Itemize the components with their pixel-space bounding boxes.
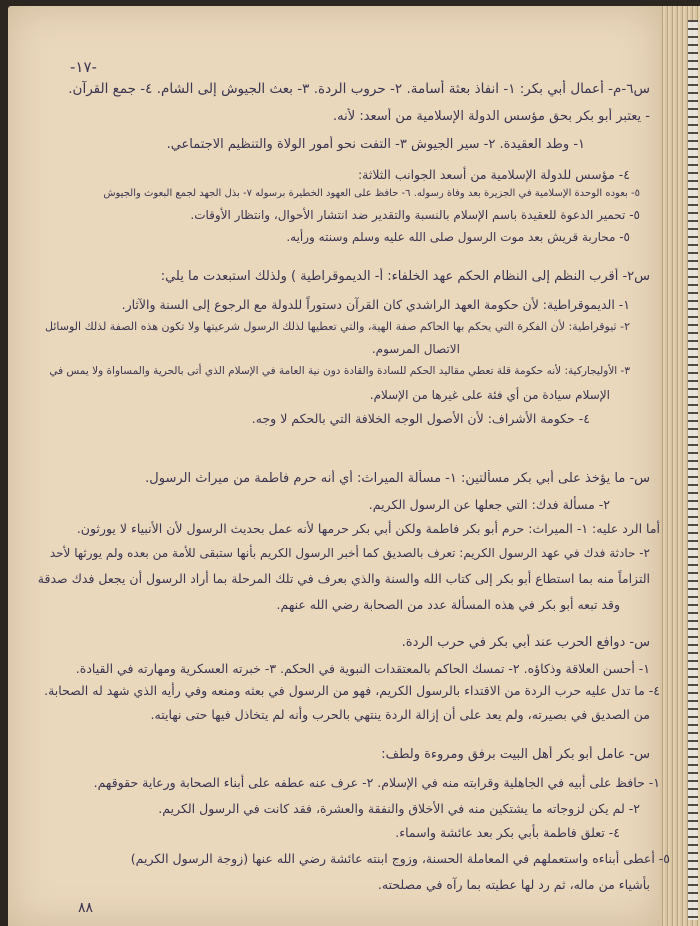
text-line: ٥- أعطى أبناءه واستعملهم في المعاملة الحسنة، وزوج ابنته عائشة رضي الله عنها (زوجة الرسول الكريم) (130, 851, 670, 866)
measure-scale (688, 20, 698, 920)
text-line: ٤- مؤسس للدولة الإسلامية من أسعد الجوانب الثلاثة: (357, 167, 630, 182)
text-line: ١- أحسن العلاقة وذكاؤه. ٢- تمسك الحاكم بالمعتقدات النبوية في الحكم. ٣- خبرته العسكرية ومهارته في القيادة. (75, 661, 650, 676)
text-line: الاتصال المرسوم. (371, 342, 460, 356)
text-line: ٢- ثيوقراطية: لأن الفكرة التي يحكم بها الحاكم صفة الهية، والتي تعطيها لذلك الرسول شرعيتها ولا تكون هذه الصفة لذلك الوسائل (45, 320, 630, 333)
text-line: وقد تبعه أبو بكر في هذه المسألة عدد من الصحابة رضي الله عنهم. (276, 597, 620, 612)
text-line: س٦-م- أعمال أبي بكر: ١- انفاذ بعثة أسامة. ٢- حروب الردة. ٣- بعث الجيوش إلى الشام. ٤- جمع القرآن. (68, 81, 650, 97)
text-line: ٣- الأوليجاركية: لأنه حكومة قلة تعطي مقاليد الحكم للسادة والقادة دون نية العامة في الإسلام الذي أتى بالحرية والمساواة ولا يمس في (49, 365, 630, 377)
text-line: ٥- بعوده الوحدة الإسلامية في الجزيرة بعد وفاة رسوله. ٦- حافظ على العهود الخطيرة برسوله ٧- بذل الجهد لجمع البعوث والجيوش (103, 188, 640, 199)
text-line: بأشياء من ماله، ثم رد لها عطيته بما رآه في مصلحته. (377, 877, 650, 892)
text-line: من الصديق في بصيرته، ولم يعد على أن إزالة الردة ينتهي بالحرب وأنه لم يتخاذل فيها حتى نهايته. (150, 707, 650, 722)
text-line: ٥- تحمير الدعوة للعقيدة باسم الإسلام بالنسبة والتقدير ضد انتشار الأحوال، وانتظار الأوقات. (190, 208, 640, 222)
text-line: ٢- حادثة فدك في عهد الرسول الكريم: تعرف بالصديق كما أخبر الرسول الكريم بأنها ستبقى للأمة من بعده ولم يورثها لأحد (49, 546, 650, 560)
text-line: س- عامل أبو بكر أهل البيت برفق ومروءة ولطف: (381, 747, 650, 762)
text-line: س- ما يؤخذ على أبي بكر مسألتين: ١- مسألة الميراث: أي أنه حرم فاطمة من ميراث الرسول. (145, 471, 650, 486)
text-line: ٤- حكومة الأشراف: لأن الأصول الوجه الخلافة التي بالحكم لا وجه. (251, 411, 590, 426)
text-line: ٢- مسألة فدك: التي جعلها عن الرسول الكريم. (368, 497, 610, 512)
text-line: ٥- محاربة قريش بعد موت الرسول صلى الله عليه وسلم وسنته ورأيه. (286, 230, 630, 244)
text-line: س٢- أقرب النظم إلى النظام الحكم عهد الخلفاء: أ- الديموقراطية ) ولذلك استبعدت ما يلي: (160, 269, 650, 284)
text-line: ١- الديموقراطية: لأن حكومة العهد الراشدي كان القرآن دستوراً للدولة مع الرجوع إلى السنة والآثار. (121, 297, 630, 312)
text-line: أما الرد عليه: ١- الميراث: حرم أبو بكر فاطمة ولكن أبي بكر حرمها لأنه عمل بحديث الرسول لأن الأنبياء لا يورثون. (76, 521, 660, 536)
folio-number: ٨٨ (78, 900, 94, 916)
text-line: الإسلام سيادة من أي فئة على غيرها من الإسلام. (369, 388, 610, 402)
text-line: ٢- لم يكن لزوجاته ما يشتكين منه في الأخلاق والنفقة والعشرة، فقد كانت في الرسول الكريم. (158, 801, 640, 816)
text-line: التزاماً منه بما استطاع أبو بكر إلى كتاب الله والسنة والذي بعرف في تلك المرحلة بما أراد الرسول أن يجعل فدك صدقة (37, 571, 650, 586)
text-line: - يعتبر أبو بكر بحق مؤسس الدولة الإسلامية من أسعد: لأنه. (333, 109, 650, 124)
text-line: ١- حافظ على أبيه في الجاهلية وقرابته منه في الإسلام. ٢- عرف عنه عطفه على أبناء الصحابة ورعاية حقوقهم. (93, 775, 660, 790)
page-number: -١٧- (70, 58, 97, 76)
text-line: ٤- تعلق فاطمة بأبي بكر بعد عائشة واسماء. (395, 825, 620, 840)
text-line: ١- وطد العقيدة. ٢- سير الجيوش ٣- التفت نحو أمور الولاة والتنظيم الاجتماعي. (166, 137, 585, 152)
text-line: س- دوافع الحرب عند أبي بكر في حرب الردة. (401, 635, 650, 650)
text-line: ٤- ما تدل عليه حرب الردة من الاقتداء بالرسول الكريم، فهو من الرسول في بعثه ومنعه وفي رأيه الذي شهد له الصحابة. (44, 683, 660, 698)
